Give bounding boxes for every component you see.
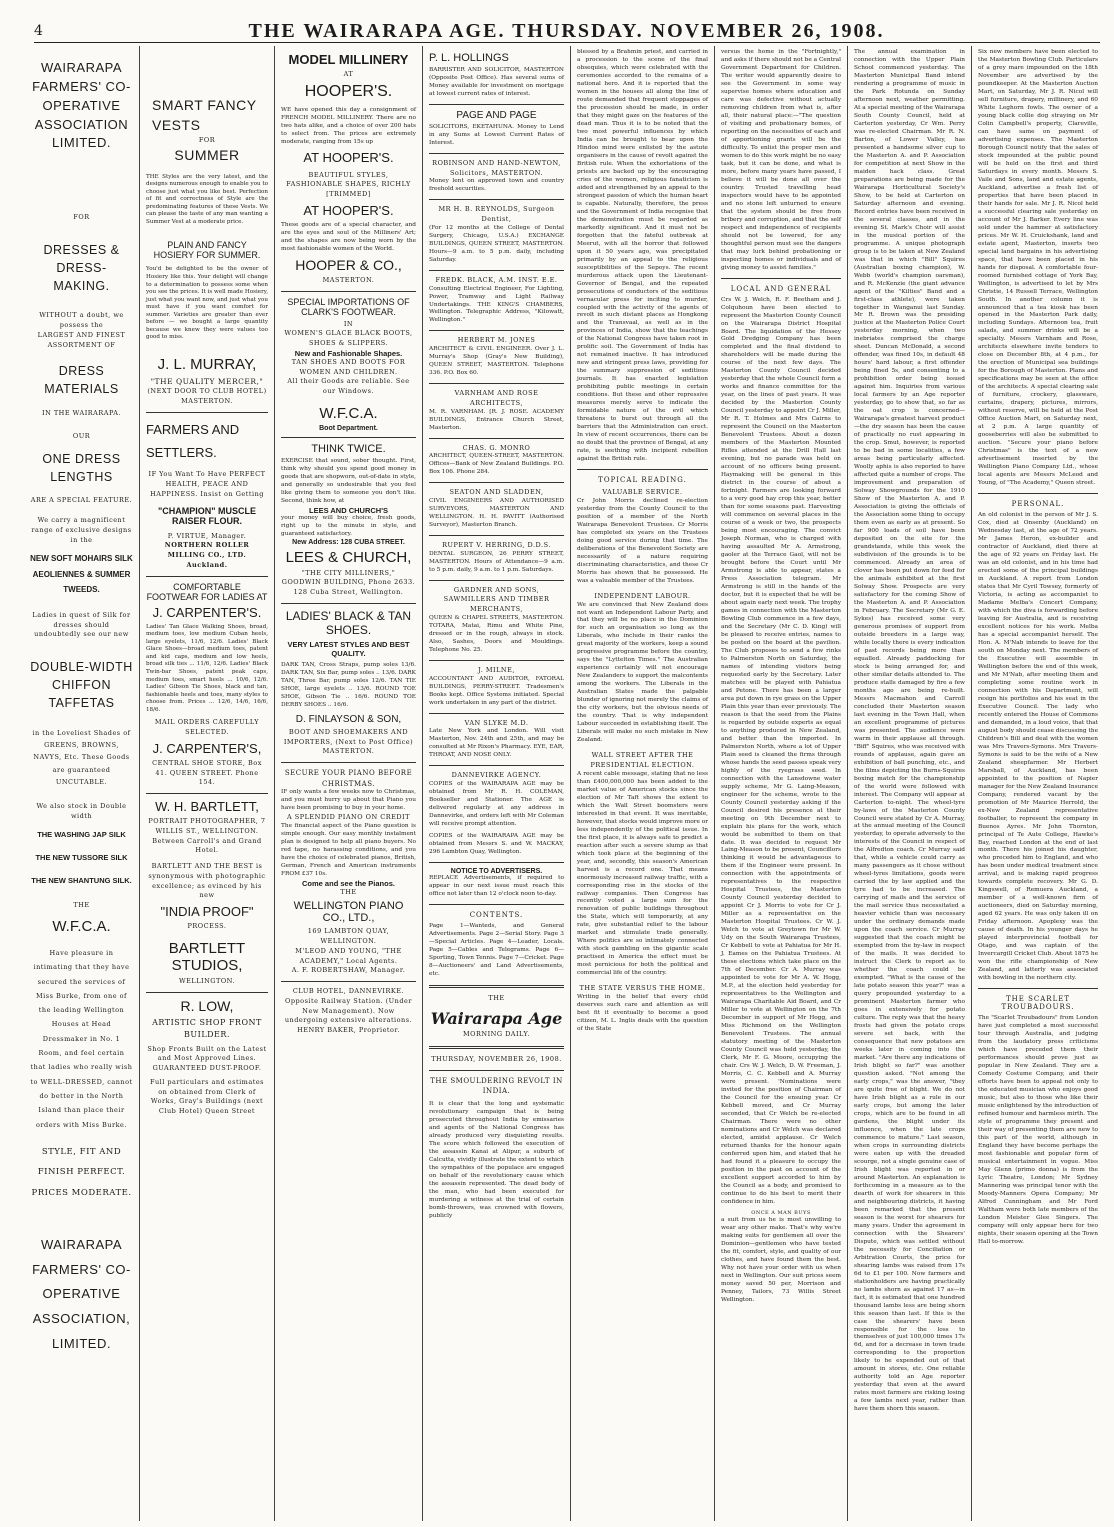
at-hoopers-2: AT HOOPER'S.: [303, 202, 394, 218]
mail-orders: MAIL ORDERS CAREFULLY SELECTED.: [154, 718, 260, 737]
notice-text: REPLACE Advertisements, if required to appear in our next issue must reach this office not later than 12 o'clock noon to-day.: [429, 874, 564, 897]
ladies-black-heading: LADIES' BLACK & TAN SHOES.: [285, 608, 412, 637]
boot-dept: Boot Department.: [319, 424, 378, 432]
leader-text: It is clear that the long and systematic revolutionary campaign that is being prosecuted throughout India by emissaries and agents of the National Congress has already produced very disquieting results. The score which followed the execution of the assassin Kanai at Alipur, a suburb of Calcutta, vividly illustrate the extent to which the sympathies of the populace are engaged on behalf of the revolutionary cause which the assassin represented. The dead body of the man, who had been executed for murdering a witness at the trial of certain bomb-throwers, was crowned with flowers, publicly: [429, 1100, 564, 1219]
nameplate: Wairarapa Age: [430, 1009, 563, 1029]
india-process: PROCESS.: [187, 922, 227, 931]
carpenters-name: J. CARPENTER'S.: [152, 604, 262, 620]
state-continued: versus the home in the "Fortnightly," and asks if there should not be a Central Government Department for Children. The writer would apparently desire to see the Government in some way supervise homes where education and care was defective without actually removing children from what is, after all, their natural place:—"The question of visiting and probationary homes, of reporting on the necessities of each and of apportioning grants will be the difficulty. To enlist the proper men and women to do this work might be no easy task, but it can be done, and what is more, before many years have passed, I believe it will be done all over the country. Trusted travelling head inspectors would have to be appointed and no stone left unturned to ensure that the system should be free from bribery and corruption, and that the self respect and independence of recipients should not be lowered, for any thoughtful person must see the dangers that may lurk behind probationing or inspecting homes or individuals and of giving money to assist families.": [721, 49, 841, 271]
wfca-title: W.F.C.A.: [52, 917, 111, 935]
stock-text: We also stock in Double width: [36, 802, 127, 820]
style-text: STYLE, FIT AND FINISH PERFECT. PRICES MODERATE.: [31, 1146, 132, 1198]
monro-name: CHAS. G. MONRO: [462, 443, 531, 452]
city-milliners: "THE CITY MILLINERS,": [301, 568, 396, 577]
slyke-name: VAN SLYKE M.D.: [464, 718, 529, 727]
inwai-text: IN THE WAIRARAPA.: [42, 408, 121, 417]
seaton-name: SEATON AND SLADDEN,: [449, 488, 544, 497]
finlayson-text: BOOT AND SHOEMAKERS AND IMPORTERS, (Next to Post Office) MASTERTON.: [283, 727, 414, 756]
wfca-heading: WAIRARAPA FARMERS' CO-OPERATIVE ASSOCIATION LIMITED.: [32, 60, 131, 151]
clarks-in: IN: [343, 319, 354, 328]
topical-heading: TOPICAL READING.: [598, 476, 687, 485]
lambton-quay: 169 LAMBTON QUAY, WELLINGTON.: [307, 927, 390, 946]
shantung-silk: THE NEW SHANTUNG SILK.: [31, 875, 132, 885]
issue-date: THURSDAY, NOVEMBER 26, 1908.: [431, 1055, 562, 1064]
state-heading: THE STATE VERSUS THE HOME.: [579, 984, 706, 993]
central-shoe-store: CENTRAL SHOE STORE, Box 41. QUEEN STREET. Phone 154.: [152, 758, 262, 787]
farmers-heading: FARMERS AND SETTLERS.: [146, 421, 240, 461]
column-2: [140, 46, 275, 1521]
black-name: FREDK. BLACK, A.M. INST. E.E.: [435, 275, 558, 284]
once-heading: ONCE A MAN BUYS: [751, 1209, 811, 1216]
low-name: R. LOW,: [180, 997, 234, 1014]
think-twice: THINK TWICE.: [311, 442, 386, 455]
locals-continued: The annual examination in connection with the Upper Plain School commenced yesterday. The Masterton Municipal Band intend rendering a programme of music in the Park Rotunda on Sunday afternoon next, weather permitting. At a special meeting of the Wairarapa South County Council, held at Carterton yesterday, Cr Wm. Perry was re-elected Chairman. Mr R. N. Barton, of Lower Valley, has presented a handsome silver cup to the Masterton A. and P. Association for competition at next Show in the maiden hack class. Great preparations are being made for the Wairarapa Horticultural Society's Show, to be held at Carterton on Saturday afternoon and evening. Record entries have been received in the several classes, and in the evening St. Mark's Choir will assist in the musical portion of the programme. A unique photograph group is to be taken at New Zealand was that in which "Bill" Squires (Australian boxing champion), W. Webb (world's champion oarsman), and R. McKenzie (the giant advance agent of the "Kilties" Band and a first-class athlete), were taken together in Wanganui last Sunday. Mr R. Brown was the presiding justice at the Masterton Police Court yesterday morning, when two inebriates comprised the charge sheet. Duncan McDonald, a second offender, was fined 10s, in default 48 hours' hard labour, a first offender being fined 5s, and consenting to a prohibition order being issued against him. Inquiries from various local farmers by an Age reporter yesterday, go to show that, so far as the oat crop is concerned—Wairarapa's greatest harvest product—the dry season has been the cause of practically no rust appearing in the crop. Smut, however, is reported to be bad in some localities, a few areas being particularly affected. Woolly aphis is also reported to have affected quite a number of crops. The improvement and preparation of Solway Showgrounds for the 1910 Show of the Masterton A. and P. Association is giving the officials of the Association some thing to occupy them even as early as at present. So far 900 loads of soil have been deposited on the site for the grandstands, while this week the subdivision of the grounds is to be commenced. Already an area of clover has been put down for feed for the animals exhibited at the first Solway Show. Prospects are very satisfactory for the coming Show of the Masterton A. and P. Association in February. The Secretary (Mr G. E. Sykes) has received some very generous promises of support from outside breeders in a large way, while locally there is every indication of past records being more than equalled. Already paddocking for stock is being arranged for, and other similar details attended to. The produce stalls damaged by fire a few months ago are being re-built. Messrs Macmahon and Carroll concluded their Masterton season last evening in the Town Hall, when an excellent programme of pictures was presented. The audience were warm in their applause all through. "Biff" Squires, who was received with rounds of applause, again gave an exhibition of ball punching, etc., and the films depicting the Burns-Squires boxing match for the championship of the world were followed with interest. The Company will appear at Carterton to-night. The wheel-tyre by-laws of the Masterton County Council were stated by Cr A. Murray, at the annual meeting of the Council yesterday, to operate adversely to the interests of the Council in respect of the Alfredton coach. Cr Murray said that, while a vehicle could carry as many passengers as it chose without wheel-tyres limitations, goods were carried the by law applied and the tyre had to be increased. The carrying of mails and the service of the mail service thus necessitated a heavier vehicle than was necessary under the ordinary demands made upon the coach service. Cr Murray suggested that the coach might be exempted from the by-law in respect of the mails. It was decided to instruct the Clerk to report as to whether the coach could be exempted. "What is the cause of the late potato season this year?" was a query propounded yesterday to a prominent Masterton farmer who goes in extensively for potato culture. The reply was that the heavy frosts had given the potato crops severe set back, with the consequence that new potatoes are weeks later in coming into the market. "Are there any indications of Irish blight so far?" was another question asked. "Not among the early crops," was the answer, "they are quite free of blight. We do not have Irish blight as a rule in our early crops, but among the later crops, which are to be found in all gardens, the blight under its influence, when the late crops commence to mature." Last season, when crops in surrounding districts were eaten up with the dreaded scourge, not a single genuine case of Irish blight was reported in or around Masterton. An explanation is forthcoming in a measure as to the dearth of work for shearers in this and neighbouring districts, it having been remarked that the present season is the worst for shearers for many years. Under the agreement in connection with the Shearers' Dispute, which was settled without the necessity for Conciliation or Arbitration Courts, the price for shearing lambs was raised from 17s 6d to £1 per 100. Now farmers and stationholders are having practically no lambs shorn as against 17 as—in fact, it is estimated that one hundred thousand lambs less are being shorn this season than last. If this is the case the shearers' have been responsible for the loss to themselves of just 100,000 times 17s 6d, and for a decrease in town trade corresponding to the proportion likely to be expended out of that amount in stores, etc. One reliable authority told an Age reporter yesterday that even at the award rates most farmers are risking losing a few lambs next year, rather than have them shorn this season.: [854, 49, 965, 1413]
bartlett-best: BARTLETT AND THE BEST is synonymous with photographic excellence; as evinced by his new: [148, 862, 266, 900]
vests-for: FOR: [198, 135, 216, 144]
milne-name: J. MILNE,: [478, 665, 515, 674]
at-hoopers: AT HOOPER'S.: [303, 149, 394, 165]
hollings-text: BARRISTER AND SOLICITOR, MASTERTON (Opposite Post Office). Has several sums of Money available for investment on mortgage at lowest current rates of interest.: [429, 67, 564, 97]
reynolds-text: (For 12 months at the College of Dental Surgery, Chicago, U.S.A.) EXCHANGE BUILDINGS, QUEEN STREET, MASTERTON. Hours—9 a.m. to 5 p.m. daily, including Saturday.: [429, 224, 564, 263]
herring-text: DENTAL SURGEON, 26 PERRY STREET, MASTERTON. Hours of Attendance—9 a.m. to 5 p.m. daily, 9 a.m. to 1 p.m. Saturdays.: [429, 550, 564, 573]
seaton-text: CIVIL ENGINEERS AND AUTHORISED SURVEYORS, MASTERTON AND WELLINGTON. H. H. PAVITT (Authorised Surveyor), Masterton Branch.: [429, 498, 564, 528]
club-hotel: CLUB HOTEL, DANNEVIRKE. Opposite Railway Station. (Under New Management). Now undergoing extensive alterations. HENRY BAKER, Proprietor.: [284, 987, 413, 1035]
vests-heading: SMART FANCY VESTS: [152, 97, 257, 134]
clarks-reliable: All their Goods are reliable. See our Windows.: [287, 377, 410, 396]
doubt-text: WITHOUT a doubt, we possess the: [39, 311, 124, 330]
goods-text: These goods are of a special character, and are the eyes and soul of the Milliners' Art; and the shapes are now being worn by the most fashionable women of the World.: [281, 221, 416, 252]
roller-milling: NORTHERN ROLLER MILLING CO., LTD. Auckland.: [164, 541, 250, 569]
latest-styles: VERY LATEST STYLES AND BEST QUALITY.: [287, 639, 410, 658]
bartlett-studios: BARTLETT STUDIOS,: [168, 939, 246, 974]
carpenters-name-2: J. CARPENTER'S,: [152, 740, 262, 756]
shades-text: in the Loveliest Shades of GREENS, BROWNS, NAVYS, Etc. These Goods are guaranteed UNCUTABLE.: [32, 728, 131, 786]
dark-tan-list: DARK TAN, Cross Straps, pump soles 13/6. DARK TAN, Six Bar, pump soles .. 13/6. DARK TAN, Three Bar, pump soles 12/6. TAN TIE SHOE, large eyelets .. 13/6. ROUND TOE SHOE, Gibson Tie .. 16/6. ROUND TOE DERBY SHOES .. 16/6.: [281, 661, 416, 708]
lengths-heading: ONE DRESS LENGTHS: [42, 452, 121, 485]
page-and-page: PAGE AND PAGE: [456, 109, 537, 121]
tussore-silk: THE NEW TUSSORE SILK: [35, 852, 128, 862]
bartlett-name: W. H. BARTLETT,: [155, 799, 259, 815]
personal-heading: PERSONAL.: [1011, 500, 1065, 509]
clarks-tan: TAN SHOES AND BOOTS FOR WOMEN AND CHILDREN.: [291, 357, 406, 376]
for-label: FOR: [73, 213, 90, 222]
jap-silk: THE WASHING JAP SILK: [37, 829, 126, 839]
column-5: [571, 46, 715, 1521]
hollings-name: P. L. HOLLINGS: [429, 52, 509, 64]
bartlett-photo: PORTRAIT PHOTOGRAPHER, 7 WILLIS ST., WELLINGTON. Between Carroll's and Grand Hotel.: [148, 817, 266, 855]
local-general-text: Crs W. J. Welch, R. F. Beetham and J. Colquhoun have been elected to represent the Masterton County Council on the Wairarapa District Hospital Board. The liquidation of the Hessey Gold Dredging Company has been completed and the final dividend to shareholders will be made during the course of the next few days. The Masterton County Council decided yesterday that the whole Council form a works and finance committee for the year, on the lines of past years. It was decided by the Masterton County Council yesterday to appoint Cr J. Miller, Mr R. T. Holmes and Mrs Cairns to represent the Council on the Masterton Benevolent Trustees. About a dozen members of the Masterton Mounted Rifles attended at the Drill Hall last evening, but no parade was held on account of no officers being present. Haymaking will be general in this district in the course of about a fortnight. Farmers are looking forward to a very good hay crop this year, better than for some seasons past. Harvesting will commence on several places in the course of a week or two, the prospects being most encouraging. The convict Joseph Norman, who is charged with having assaulted Mr A. Armstrong, gaoler at the Terrace Gaol, will not be brought before the Court until Mr Armstrong is able to appear, states a Press Association telegram. Mr Armstrong is still in the hands of the doctor, but it is expected that he will be about again early next week. The trophy games in connection with the Masterton Bowling Club commence in a few days, and the Secretary (Mr C. D. King) will be pleased to receive entries, names to be posted on the board at the pavilion. The Club proposes to send a few rinks to Palmerston North on Saturday, the names of intending visitors being requested early by the Secretary. Later matches will be played with Pahiatua and Petone. There has been a larger area put down in rye grass on the Upper Plain this year than ever previously. The reason is that the seed from the Plains is regarded by outside experts as equal to anything produced in New Zealand, and better than the imported. In Palmerston North, where a lot of Upper Plain seed is cleaned the firms through whose hands the seed passes speak very highly of the ryegrass seed. In connection with the Lansdowne water supply scheme, Mr G. Laing-Meason, engineer for the scheme, wrote to the County Council yesterday asking if the Council desired his presence at their meeting on 9th December next to explain his plans for the work, which would be submitted to them on that date. It was decided to request Mr Laing-Meason to be present, Councillors thinking it would be advantageous to them if the Engineer were present. In connection with the appointments of representatives to the respective Hospital Trustees, the Masterton County Council yesterday decided to appoint Cr J. Morris to vote for Cr J. Miller as a representative on the Masterton Hospital Trustees. Cr W. J. Welch to vote at Greytown for Mr W. Udy on the South Wairarapa Trustees, Cr Kebbell to vote at Pahiatua for Mr H. J. Eames on the Pahiatua Trustees. At these elections which take place on the 7th of December. Cr A. Murray was appointed to vote for Mr A. W. Hogg, M.P., at the election held yesterday for representatives to the Wellington and Wairarapa Charitable Aid Board, and Cr Miller to vote at Wellington on the 7th December in support of Mr Hogg, and Miss Richmond on the Wellington Benevolent Trustees. The annual statutory meeting of the Masterton County Council was held yesterday, the Clerk, Mr F. G. Moore, occupying the chair. Crs W. J. Welch, D. W. Freeman, J. Morris, C. C. Kebbell and A. Murray were present. 'Nominations were invited for the position of Chairman of the Council for the ensuing year. Cr Kebbell moved, and Cr Murray seconded, that Cr Welch be re-elected Chairman. There were no other nominations and Cr Welch was declared elected, amidst applause. Cr Welch returned thanks for the honour again conferred upon him, and stated that he had found it a pleasure to occupy the position in the past on account of the excellent support accorded to him by the Council as a body, and promised to continue to do his best to merit their confidence in him.: [721, 296, 841, 1205]
low-full: Full particulars and estimates on obtained from Clerk of Works, Gray's Buildings (next Club Hotel) Queen Street: [149, 1077, 265, 1116]
lees-church-title: LEES & CHURCH,: [285, 548, 412, 566]
leader-continued: blessed by a Brahmin priest, and carried in a procession to the scene of the final obsequies, which were celebrated with the ceremonies accorded to the remains of a national hero. And it is reported that the women in the houses all along the line of route demanded that frequent stoppages of the procession should be made, in order that they might gaze on the features of the dead man. Thus it is to be noted that the two most powerful influences by which India can be brought to bear upon the Hindoo mind were enlisted by the astute organisers in the cause of revolt against the British rule. When the exhortations of the priests are backed up by the encouraging cries of the women, religious fanaticism is aided and strengthened by an appeal to the strongest passion of which the human heart is capable. Naturally, therefore, the press and the Government of India recognise that the demonstration must be regarded as markedly significant. And it must not be forgotten that the fateful outbreak at Meerut, with all the horror that followed upon it 50 years ago, was precipitated primarily by an appeal to the religious susceptibilities of the Sepoys. The recent murderous attack upon the Lieutenant-Governor of Bengal, and the repeated prosecutions of conductors of the seditious vernacular press for inciting to murder, coupled with the activity of the agents of revolt in such distant places as Hongkong and the Transvaal, as well as in the provinces of India, show that the teachings of the National Congress have taken root in prolific soil. The Government of India has not remained inactive. It has introduced new and stringent press laws, providing for the summary suppression of seditious journals. It has enacted legislation prohibiting public meetings in certain conditions. But these and other repressive measures merely serve to indicate the formidable nature of the evil which threatens to burst out through all the barriers that the Administration can erect. In view of recent occurrences, there can be no doubt that the province of Bengal, at any rate, is seething with incipient rebellion against the British rule.: [577, 49, 708, 463]
the-label: THE: [73, 900, 90, 909]
wall-heading: WALL STREET AFTER THE PRESIDENTIAL ELECTION.: [590, 751, 695, 769]
footwear-heading: COMFORTABLE FOOTWEAR FOR LADIES AT: [146, 581, 268, 602]
ladies-text: Ladies in quest of Silk for dresses should undoubtedly see our new: [32, 610, 131, 639]
local-general-heading: LOCAL AND GENERAL: [730, 284, 832, 293]
notice-heading: NOTICE TO ADVERTISERS.: [450, 867, 543, 875]
varnham-rose: VARNHAM AND ROSE ARCHITECTS,: [454, 389, 539, 407]
murray-name: J. L. MURRAY,: [157, 355, 257, 373]
copies-text: COPIES of the WAIRARAPA AGE may be obtained from Messrs S. and W. MACKAY, 296 Lambton Quay, Wellington.: [429, 832, 564, 855]
clarks-heading: SPECIAL IMPORTATIONS OF CLARK'S FOOTWEAR.: [287, 296, 410, 317]
champion-flour: "CHAMPION" MUSCLE RAISER FLOUR.: [157, 505, 257, 526]
secure-piano: SECURE YOUR PIANO BEFORE CHRISTMAS.: [284, 769, 413, 788]
murray-club: (NEXT DOOR TO CLUB HOTEL): [147, 387, 267, 396]
carry-text: We carry a magnificent range of exclusive designs in the: [31, 516, 132, 544]
indep-text: We are convinced that New Zealand does not want an Independent Labour Party, and that they will be no place in the Dominion for such an organisation so long as the Liberals, who include in their ranks the great majority of the workers, keep a sound progressive programme before the country, says the "Lyttelton Times." The Australian experience certainly will not encourage New Zealanders to support the malcontents among the workers. The Liberals in the Australian States made the palpable blunder of ignoring not merely the claims of the city workers, but the obvious needs of the country. That is why independent Labour succeeded in establishing itself. The Liberals will make no such mistake in New Zealand.: [577, 601, 708, 744]
leader-heading: THE SMOULDERING REVOLT IN INDIA.: [430, 1076, 563, 1096]
wellington-piano: WELLINGTON PIANO CO., LTD.,: [293, 900, 404, 925]
splendid-piano: A SPLENDID PIANO ON CREDIT: [287, 813, 410, 822]
materials-heading: DRESS MATERIALS: [44, 364, 119, 397]
column-8: [972, 46, 1104, 1521]
millinery-text: WE have opened this day a consignment of FRENCH MODEL MILLINERY. There are no two hats alike, and a choice of over 200 hats to select from. The prices are extremely moderate, ranging from 15s up: [281, 106, 416, 145]
hoopers-title: HOOPER'S.: [304, 82, 393, 100]
shoes-list: Ladies' Tan Glace Walking Shoes, broad, medium toes, low medium Cuban heels, large eyelets, 11/6, 12/6. Ladies' Black Glace Shoes—broad medium toes, patent and kid caps, medium and low heels, broad silk ties ... 11/6, 12/6. Ladies' Black Twin-bar Shoes, patent peak caps, medium toes, smart heels ... 10/6, 12/6. Ladies' Gibson Tie Shoes, black and tan, fashionable heels and toes, many styles to choose from. Prices ... 12/6, 14/6, 16/6, 18/6.: [146, 623, 268, 713]
think-text: EXERCISE that sound, sober thought. First, think why should you spend good money in goods that are shopworn, out-of-date in style, and generally so undesirable that you feel like giving them to someone you don't like. Second, think how, at: [281, 457, 416, 504]
robinson: ROBINSON AND HAND-NEWTON, Solicitors, MASTERTON.: [432, 158, 561, 177]
nameplate-the: THE: [488, 993, 505, 1002]
come-see: Come and see the Pianos.: [302, 878, 395, 888]
vests-summer: SUMMER: [174, 147, 240, 164]
millinery-at: AT: [343, 70, 354, 78]
low-fronts: Shop Fronts Built on the Latest and Most Approved Lines. GUARANTEED DUST-PROOF.: [147, 1044, 267, 1073]
valuable-text: Cr John Morris declined re-election yesterday from the County Council to the position of a member of the North Wairarapa Benevolent Trustees. Cr Morris has completed six years on the Trustees doing good service during that time. The deliberations of the Benevolent Society are necessarily of a nature requiring discriminating characteristics, and these Cr Morris has shown that he possessed. He was a valuable member of the Trustees.: [577, 497, 708, 584]
lees-buy: your money will buy choice, fresh goods, right up to the minute in style, and guaranteed satisfactory.: [281, 514, 416, 537]
wfca-boot: W.F.C.A.: [319, 404, 378, 422]
black-text: Consulting Electrical Engineer, For Lighting, Power, Tramway and Light Railway Undertakings. THE KING'S CHAMBERS, Wellington. Telegraphic Address, "Kilowatt, Wellington.": [429, 285, 564, 324]
murray-masterton: MASTERTON.: [181, 396, 233, 405]
hooper-masterton: MASTERTON.: [322, 275, 375, 284]
wall-text: A recent cable message, stating that no less than £400,000,000 has been added to the market value of American stocks since the election of Mr Taft shows the extent to which the Wall Street boomsters were interested in that event. It was inevitable, however, that stocks would improve more or less independently of the political issue. In the first place, it is always safe to predict a reaction after such a severe slump as that which took place at the beginning of the year, and, secondly, this season's American harvest is a record one. That means enormously increased railway traffic, with a corresponding rise in the stocks of the railway companies. Then Congress has recently voted a large sum for the renovation of public buildings throughout the State, which will temporarily, at any rate, give substantial relief to the labour market and stimulate trade generally. Where politics are so intimately connected with stock gambling on the gigantic scale practised in America the effect must be most pernicious for both the political and commercial life of the country.: [577, 770, 708, 977]
contents-text: Page 1—Wanteds, and General Advertisements. Page 2—Serial Story. Page 3—Special Articles. Page 4—Leader, Locals. Page 5—Cables and Telegrams. Page 6—Sporting, Town Tennis. Page 7—Cricket. Page 8—Auctioneers' and Land Advertisements, etc.: [429, 922, 564, 977]
column-6: [715, 46, 848, 1521]
dresses-heading: DRESSES & DRESS-MAKING.: [43, 242, 120, 294]
varnham-text: M. R. VARNHAM. [R. J. ROSE. ACADEMY BUILDINGS, Entrance Church Street, Masterton.: [429, 408, 564, 431]
once-text: a suit from us he is most unwilling to wear any other make. That's why we're making suits for gentlemen all over the Dominion—gentlemen who have tested the fit, comfort, style, and quality of our clothes, and have found them the best. Why not have your order with us when next in Wellington. Our suit prices seem money saved 50 per, Morrison and Penney, Tailors, 73 Willis Street Wellington.: [721, 1217, 841, 1304]
valuable-service: VALUABLE SERVICE.: [602, 488, 683, 497]
column-7: [848, 46, 972, 1521]
lees-address: New Address: 128 CUBA STREET.: [292, 538, 405, 546]
personal-text: An old colonist in the person of Mr J. S. Cox, died at Onsenby (Auckland) on Wednesday last, at the age of 72 years. Mr James Heron, ex-builder and contractor of Auckland, died there at the age of 92 years on Friday last. He was an old colonist, and in his time had erected some of the principal buildings in Auckland. A report from London states that Mr Cyril Towsey, formerly of Victoria, is acting as accompanist to Madame Melba's Concert Company, with which the diva is forwarding before leaving for Australia, and is receiving excellent notices for his work. Melba has a special accompanist herself. The Hon. A. M'Nab intends to leave for the south on Monday next. The members of the Executive will assemble in Wellington before the end of this week, and Mr M'Nab, after meeting them and completing some routine work in connection with his Department, will resign his portfolios and his seat in the Executive Council. The lady who recently entered the House of Commons and demanded, in a loud voice, that that august body should cease discussing the Children's Bill and deal with the women was Mrs Travers-Symons. Mrs Travers-Symons is said to be the wife of a New Zealand sheepfarmer. Mr Herbert Marshall, of Auckland, has been appointed to the position of Napier manager for the New Zealand Insurance Company, rendered vacant by the promotion of Mr Maurice Herrold, the ex-New Zealand representative footballer, to represent the company in Buenos Ayres. Mr John Thornton, principal of Te Aute College, Hawke's Bay, reached London at the end of last month. There his joined his daughter, who preceded him to England, and who has been under medical treatment since arrival, and is making rapid progress towards complete recovery. Mr G. D. Kingswell, of Remuera Auckland, a member of a well-known firm of auctioneers, died on Saturday morning, aged 62 years. He was only taken ill on Friday afternoon. Apoplexy was the cause of death. In his younger days he played interprovincial football for Otago, and was captain of the Invercargill Cricket Club. About 1875 he won the rifle championship of New Zealand, and latterly was associated with bowling in the northern city.: [978, 512, 1098, 982]
state-text: Writing in the belief that every child deserves such care and attention as will best fit it eventually to become a good citizen, M. L. Inglis deals with the question of the State: [577, 994, 708, 1033]
secure-text: IF only wants a few weeks now to Christmas, and you must hurry up about that Piano you have been promising to buy in your home.: [281, 789, 416, 812]
piano-the: THE: [340, 887, 357, 896]
splendid-text: The financial aspect of the Piano question is simple enough. Our easy monthly instalment plan is designed to help all piano buyers. No red tape, no harassing conditions, and you have the choice of celebrated pianos, British, German, French and American instruments FROM £37 10s.: [281, 822, 416, 877]
column-4: [423, 46, 571, 1521]
wfca-footer: WAIRARAPA FARMERS' CO-OPERATIVE ASSOCIATION, LIMITED.: [32, 1237, 131, 1351]
hooper-co: HOOPER & CO.,: [295, 256, 402, 273]
largest-text: LARGEST AND FINEST ASSORTMENT OF: [37, 330, 126, 349]
jones-name: HERBERT M. JONES: [457, 336, 536, 345]
bartlett-wellington: WELLINGTON.: [178, 976, 235, 985]
mohairs-heading: NEW SOFT MOHAIRS SILK AEOLIENNES & SUMMER TWEEDS.: [30, 554, 133, 594]
page-columns: [24, 46, 1104, 1521]
notes-text: Six new members have been elected to the Masterton Bowling Club. Particulars of a grey mare impounded on the 18th November are advertised by the poundkeeper. At the Masterton Auction Mart, on Saturday, Mr J. R. Nicol will sell furniture, drapery, millinery, and 60 White Leghorn fowls. The owner of a young black collie dog straying on Mr Colin Campbell's property, Clareville, can have same on payment of advertising expenses. The Masterton Borough Council notify that the sales of stock impounded at the public pound will be held on the first and third Saturdays in every month. Messrs S. Vaile and Sons, land and estate agents, Auckland, advertise a fresh list of properties that have been placed in their hands for sale. Mr J. R. Nicol held a successful clearing sale yesterday on account of Mr J. Barker. Every line was sold under the hammer at satisfactory prices. Mr W. H. Cruickshank, land and estate agent, Masterton, inserts two special land bargains in his advertising space, that have been placed in his hands for disposal. A comfortable four-roomed furnished cottage of York Bay, Wellington, is advertised to let by Mrs Christie, 14 Russell Terrace, Wellington South. In another column it is announced that a tea kiosk has been opened in the Masterton Park daily, including Sundays. Afternoon tea, fruit salads, and summer drinks will be a specialty. Messrs Varnham and Rose, architects elsewhere invite tenders to close on December 8th, at 4 p.m., for the erection of Municipal sea buildings for the Borough of Masterton. Plans and specifications may be seen at the office of the architects. A special clearing sale of furniture, crockery, glassware, curtains, drapery, pictures, mirrors, without reserve, will be held at the Post Office Auction Mart, on Saturday next, at 2 p.m. A large quantity of gooseberries will also be submitted to auction. "Secure your piano before Christmas" is the text of a new advertisement inserted by the Wellington Piano Company Ltd., whose local agents are Messrs McLeod and Young, of "The Academy," Queen street.: [978, 49, 1098, 487]
beautiful-styles: BEAUTIFUL STYLES, FASHIONABLE SHAPES, RICHLY [TRIMMED]: [286, 170, 411, 199]
farmers-text: IF You Want To Have PERFECT HEALTH, PEACE AND HAPPINESS. Insist on Getting: [148, 470, 266, 498]
contents-heading: CONTENTS.: [469, 910, 524, 919]
clarks-womens: WOMEN'S GLACE BLACK BOOTS, SHOES & SLIPPERS.: [284, 329, 413, 348]
gardner-name: GARDNER AND SONS, SAWMILLERS AND TIMBER MERCHANTS,: [443, 585, 550, 614]
morning-daily: MORNING DAILY.: [463, 1030, 530, 1039]
india-proof: "INDIA PROOF": [160, 904, 254, 920]
reynolds: MR H. B. REYNOLDS, Surgeon Dentist,: [438, 205, 555, 224]
dannevirke-text: COPIES of the WAIRARAPA AGE may be obtained from Mr R. H. COLEMAN, Bookseller and Stationer. The AGE is delivered regularly at any address in Dannevirke, and orders left with Mr Coleman will receive prompt attention.: [429, 780, 564, 827]
milne-text: ACCOUNTANT AND AUDITOR, FATORAL BUILDINGS, PERRY-STREET. Tradesmen's Books kept. Office Systems initiated. Special work undertaken in any part of the district.: [429, 675, 564, 706]
chiffon-heading: DOUBLE-WIDTH CHIFFON TAFFETAS: [30, 660, 133, 711]
dannevirke-agency: DANNEVIRKE AGENCY.: [451, 771, 542, 780]
column-1: [24, 46, 140, 1521]
robinson-text: Money lent on approved town and country freehold securities.: [429, 178, 564, 193]
herring-name: RUPERT V. HERRING, D.D.S.: [442, 540, 551, 549]
hosiery-text: You'd be delighted to be the owner of Hosiery like this. Your delight will change to a determination to possess some when you see the prices. It is well made Hosiery, just what you want now, and just what you must have if you want comfort for summer. Varieties are greater than ever before — we bought a large quantity because we knew they were values too good to miss.: [146, 266, 268, 341]
hosiery-heading: PLAIN AND FANCY HOSIERY FOR SUMMER.: [153, 240, 261, 261]
virtue-manager: P. VIRTUE, Manager.: [167, 531, 247, 540]
newspaper-title: THE WAIRARAPA AGE. THURSDAY. NOVEMBER 26, 1908.: [248, 19, 885, 42]
lees-church-bold: LEES AND CHURCH'S: [308, 505, 388, 515]
masthead: [34, 20, 1100, 43]
millinery-heading: MODEL MILLINERY: [288, 52, 409, 67]
goodwin-building: GOODWIN BUILDING, Phone 2633. 128 Cuba Street, Wellington.: [281, 578, 416, 597]
slyke-text: Late New York and London. Will visit Masterton, Nov. 24th and 25th, and may be consulted at Mr Rixon's Pharmacy. EYE, EAR, THROAT, AND NOSE ONLY.: [429, 728, 564, 759]
murray-mercer: "THE QUALITY MERCER,": [150, 376, 264, 386]
scarlet-text: The "Scarlet Troubadours" from London have just completed a most successful tour through Australia, and judging from the laudatory press criticisms which have preceded them their performances should prove just as popular in New Zealand. They are a Comedy Costume Company, and their efforts have been to appeal not only to the educated musician who enjoys good music, but also to those who like their music enlightened by the introduction of refined humour and harmless mirth. The style of programme they present and their way of presenting them are new to this part of the world, although in England they have become perhaps the most fashionable and popular form of musical entertainment in vogue. Miss May Glenn (primo donna) is from the Lyric Theatre, London; Mr Sydney Mannering was principal tenor with the Moody-Manners Opera Company; Mr Alfred Cunningham and Mr Ford Waltham were both late members of the London Meister Glee Singers. The company will only appear here for two nights, their season opening at the Town Hall to-morrow.: [978, 1015, 1098, 1245]
indep-heading: INDEPENDENT LABOUR.: [594, 591, 691, 600]
low-builder: ARTISTIC SHOP FRONT BUILDER.: [152, 1017, 262, 1039]
our-text: OUR: [72, 432, 91, 441]
mleod-young: M'LEOD AND YOUNG, "THE ACADEMY," Local Agents.: [295, 946, 402, 965]
special-text: ARE A SPECIAL FEATURE.: [30, 496, 133, 505]
jones-text: ARCHITECT & CIVIL ENGINEER. Over J. L. Murray's Shop (Gray's New Building), QUEEN STREET, MASTERTON. Telephone 336. P.O. Box 60.: [429, 346, 564, 377]
gardner-text: QUEEN & CHAPEL STREETS, MASTERTON. TOTARA, Matai, Rimu and White Pine, dressed or in the rough, always in stock. Also, Sashes, Doors and Mouldings. Telephone No. 25.: [429, 614, 564, 653]
vests-text: THE Styles are the very latest, and the designs numerous enough to enable you to choose just what you like best. Perfection of fit and correctness of Style are the predominating features of these Vests. We can please the taste of any man wanting a Summer Vest at a moderate price.: [146, 173, 268, 225]
finlayson-name: D. FINLAYSON & SON,: [295, 713, 402, 725]
column-3: [275, 46, 423, 1521]
monro-text: ARCHITECT, QUEEN-STREET, MASTERTON. Offices—Bank of New Zealand Buildings. P.O. Box 106. Phone 284.: [429, 453, 564, 476]
pleasure-text: Have pleasure in intimating that they have secured the services of Miss Burke, from one of the leading Wellington Houses at Head Dressmaker in No. 1 Room, and feel certain that ladies who really wish to WELL-DRESSED, cannot do better in the North Island than place their orders with Miss Burke.: [30, 949, 133, 1129]
robertshaw: A. F. ROBERTSHAW, Manager.: [291, 966, 406, 975]
new-shapes: New and Fashionable Shapes.: [294, 348, 403, 358]
scarlet-heading: THE SCARLET TROUBADOURS.: [1001, 995, 1075, 1012]
page-text: SOLICITORS, EKETAHUNA. Money to Lend in any Sums at Lowest Current Rates of Interest.: [429, 123, 564, 146]
page-number: 4: [34, 23, 43, 39]
